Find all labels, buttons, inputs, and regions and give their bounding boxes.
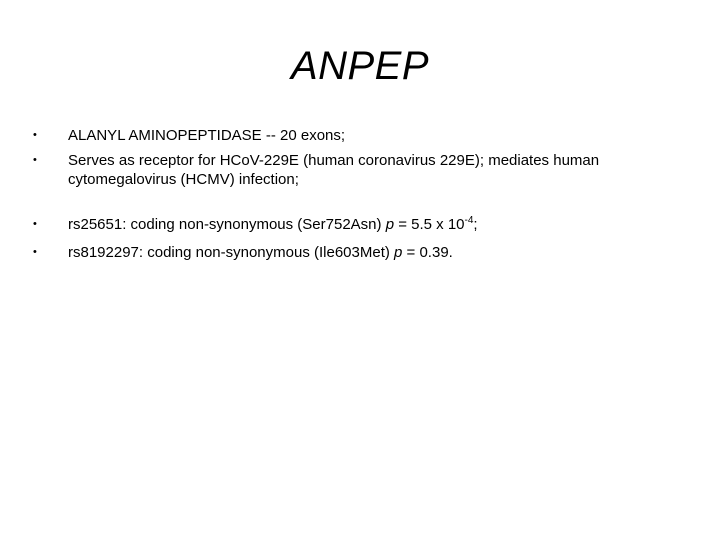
slide-title: ANPEP — [290, 44, 430, 88]
bullet-text: Serves as receptor for HCoV-229E (human coronavirus 229E); mediates human cytomegalovirus (HCMV) infection; — [68, 152, 600, 188]
snp-label: rs8192297: coding non-synonymous (Ile603Met) — [68, 244, 395, 261]
snp-label: rs25651: coding non-synonymous (Ser752Asn) — [68, 216, 386, 233]
p-exponent: -4 — [464, 215, 474, 226]
p-symbol: p — [394, 244, 403, 261]
bullet-text — [68, 243, 678, 262]
bullet-dot: • — [33, 218, 37, 230]
p-value: = 0.39. — [402, 244, 453, 261]
bullet-dot: • — [33, 246, 37, 258]
bullet-suffix: ; — [473, 216, 478, 233]
bullet-text — [68, 215, 678, 234]
bullet-dot: • — [33, 129, 37, 141]
p-value: = 5.5 x 10 — [394, 216, 465, 233]
p-symbol: p — [385, 216, 395, 233]
bullet-text: ALANYL AMINOPEPTIDASE -- 20 exons; — [68, 127, 346, 144]
bullet-dot: • — [33, 154, 37, 166]
